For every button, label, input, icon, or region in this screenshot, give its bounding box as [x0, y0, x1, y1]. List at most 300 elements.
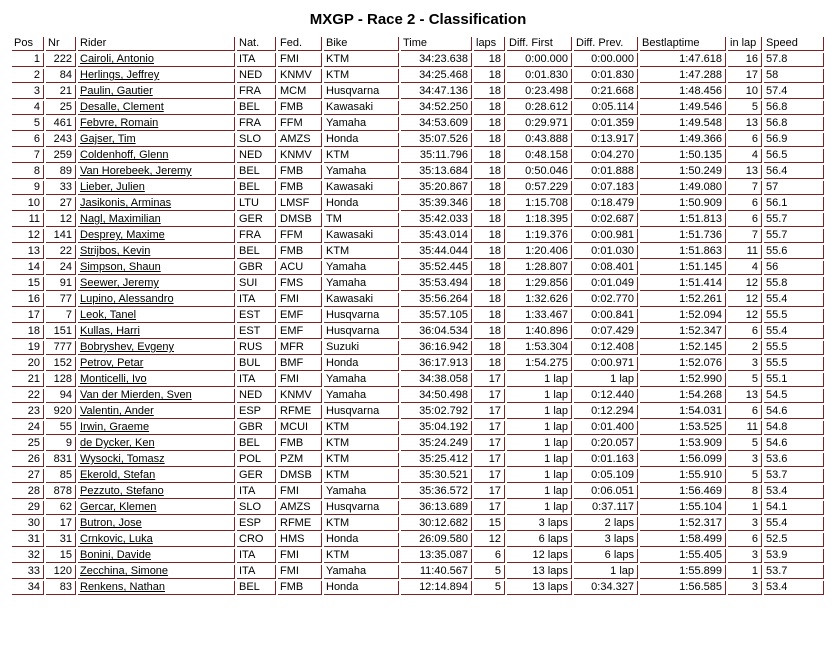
cell-diff_first: 0:43.888 — [507, 133, 572, 147]
rider-link[interactable]: de Dycker, Ken — [80, 437, 155, 449]
table-row — [12, 341, 824, 355]
rider-link[interactable]: Leok, Tanel — [80, 309, 137, 321]
cell-bike: Honda — [324, 533, 399, 547]
cell-bestlaptime: 1:55.405 — [640, 549, 726, 563]
cell-laps: 17 — [474, 373, 505, 387]
cell-bike: Kawasaki — [324, 293, 399, 307]
cell-in_lap: 13 — [728, 389, 762, 403]
cell-nat: BEL — [237, 101, 276, 115]
rider-link[interactable]: Valentin, Ander — [80, 405, 154, 417]
rider-link[interactable]: Coldenhoff, Glenn — [80, 149, 169, 161]
rider-link[interactable]: Cairoli, Antonio — [80, 53, 154, 65]
rider-link[interactable]: Gajser, Tim — [80, 133, 136, 145]
cell-nat: SLO — [237, 501, 276, 515]
cell-laps: 18 — [474, 117, 505, 131]
cell-speed: 55.7 — [764, 229, 824, 243]
cell-fed: MCUI — [278, 421, 322, 435]
cell-rider — [78, 453, 235, 467]
rider-link[interactable]: Zecchina, Simone — [80, 565, 169, 577]
cell-nr: 62 — [46, 501, 76, 515]
cell-nat: ESP — [237, 405, 276, 419]
cell-speed: 54.5 — [764, 389, 824, 403]
cell-in_lap: 6 — [728, 325, 762, 339]
cell-bike: Honda — [324, 197, 399, 211]
cell-time: 35:02.792 — [401, 405, 472, 419]
cell-nat: NED — [237, 69, 276, 83]
rider-link[interactable]: Butron, Jose — [80, 517, 142, 529]
cell-fed: EMF — [278, 309, 322, 323]
cell-bestlaptime: 1:51.863 — [640, 245, 726, 259]
cell-pos: 11 — [12, 213, 44, 227]
cell-nat: ITA — [237, 53, 276, 67]
cell-speed: 55.5 — [764, 357, 824, 371]
cell-time: 35:30.521 — [401, 469, 472, 483]
cell-nr: 91 — [46, 277, 76, 291]
cell-nr: 12 — [46, 213, 76, 227]
cell-nat: ITA — [237, 485, 276, 499]
cell-nat: FRA — [237, 229, 276, 243]
cell-pos: 24 — [12, 421, 44, 435]
cell-rider — [78, 165, 235, 179]
cell-time: 11:40.567 — [401, 565, 472, 579]
col-header-pos: Pos — [12, 37, 44, 51]
cell-bestlaptime: 1:50.249 — [640, 165, 726, 179]
cell-fed: MCM — [278, 85, 322, 99]
cell-bike: Honda — [324, 581, 399, 595]
cell-bestlaptime: 1:50.135 — [640, 149, 726, 163]
cell-pos: 32 — [12, 549, 44, 563]
cell-time: 35:20.867 — [401, 181, 472, 195]
rider-link[interactable]: Simpson, Shaun — [80, 261, 161, 273]
table-row — [12, 69, 824, 83]
rider-link[interactable]: Desalle, Clement — [80, 101, 164, 113]
table-row — [12, 101, 824, 115]
cell-rider — [78, 149, 235, 163]
cell-diff_prev: 0:21.668 — [574, 85, 638, 99]
cell-diff_first: 1 lap — [507, 405, 572, 419]
cell-rider — [78, 421, 235, 435]
cell-diff_prev: 0:08.401 — [574, 261, 638, 275]
table-row — [12, 165, 824, 179]
table-row — [12, 325, 824, 339]
cell-rider — [78, 469, 235, 483]
cell-bike: Yamaha — [324, 389, 399, 403]
cell-bike: Husqvarna — [324, 405, 399, 419]
cell-time: 35:56.264 — [401, 293, 472, 307]
cell-rider — [78, 373, 235, 387]
rider-link[interactable]: Febvre, Romain — [80, 117, 159, 129]
cell-fed: RFME — [278, 405, 322, 419]
rider-link[interactable]: Gercar, Klemen — [80, 501, 157, 513]
table-row — [12, 293, 824, 307]
cell-bike: Yamaha — [324, 117, 399, 131]
cell-nr: 77 — [46, 293, 76, 307]
cell-diff_first: 1:53.304 — [507, 341, 572, 355]
cell-rider — [78, 101, 235, 115]
rider-link[interactable]: Van Horebeek, Jeremy — [80, 165, 192, 177]
cell-nat: NED — [237, 149, 276, 163]
table-row — [12, 389, 824, 403]
rider-link[interactable]: Ekerold, Stefan — [80, 469, 156, 481]
cell-time: 35:36.572 — [401, 485, 472, 499]
cell-bike: Yamaha — [324, 373, 399, 387]
cell-nr: 259 — [46, 149, 76, 163]
cell-diff_prev: 0:37.117 — [574, 501, 638, 515]
cell-diff_first: 0:23.498 — [507, 85, 572, 99]
cell-diff_prev: 3 laps — [574, 533, 638, 547]
cell-nr: 25 — [46, 101, 76, 115]
cell-in_lap: 4 — [728, 149, 762, 163]
rider-link[interactable]: Herlings, Jeffrey — [80, 69, 160, 81]
cell-bestlaptime: 1:49.546 — [640, 101, 726, 115]
cell-diff_prev: 0:13.917 — [574, 133, 638, 147]
col-header-bestlaptime: Bestlaptime — [640, 37, 726, 51]
cell-rider — [78, 341, 235, 355]
cell-diff_first: 13 laps — [507, 581, 572, 595]
cell-diff_first: 1:15.708 — [507, 197, 572, 211]
cell-in_lap: 6 — [728, 213, 762, 227]
cell-bike: Honda — [324, 133, 399, 147]
cell-fed: FMI — [278, 53, 322, 67]
cell-pos: 2 — [12, 69, 44, 83]
cell-pos: 21 — [12, 373, 44, 387]
cell-nat: EST — [237, 309, 276, 323]
cell-speed: 55.8 — [764, 277, 824, 291]
cell-in_lap: 13 — [728, 117, 762, 131]
cell-time: 35:44.044 — [401, 245, 472, 259]
cell-fed: FMI — [278, 373, 322, 387]
cell-fed: KNMV — [278, 389, 322, 403]
cell-laps: 18 — [474, 293, 505, 307]
cell-diff_first: 1:29.856 — [507, 277, 572, 291]
cell-speed: 55.1 — [764, 373, 824, 387]
cell-laps: 6 — [474, 549, 505, 563]
cell-nat: RUS — [237, 341, 276, 355]
cell-bestlaptime: 1:47.288 — [640, 69, 726, 83]
cell-time: 34:25.468 — [401, 69, 472, 83]
cell-speed: 55.4 — [764, 325, 824, 339]
cell-in_lap: 8 — [728, 485, 762, 499]
rider-link[interactable]: Seewer, Jeremy — [80, 277, 159, 289]
cell-nr: 878 — [46, 485, 76, 499]
cell-rider — [78, 357, 235, 371]
cell-nat: ESP — [237, 517, 276, 531]
cell-bestlaptime: 1:55.899 — [640, 565, 726, 579]
cell-bestlaptime: 1:56.469 — [640, 485, 726, 499]
cell-in_lap: 3 — [728, 517, 762, 531]
cell-nr: 55 — [46, 421, 76, 435]
rider-link[interactable]: Bobryshev, Evgeny — [80, 341, 174, 353]
cell-rider — [78, 85, 235, 99]
cell-laps: 18 — [474, 325, 505, 339]
cell-pos: 22 — [12, 389, 44, 403]
cell-diff_first: 6 laps — [507, 533, 572, 547]
cell-diff_first: 1:54.275 — [507, 357, 572, 371]
table-body — [12, 53, 824, 595]
cell-fed: FMI — [278, 293, 322, 307]
cell-bike: Yamaha — [324, 485, 399, 499]
cell-speed: 53.7 — [764, 469, 824, 483]
cell-rider — [78, 229, 235, 243]
cell-diff_first: 1 lap — [507, 373, 572, 387]
rider-link[interactable]: Nagl, Maximilian — [80, 213, 161, 225]
col-header-time: Time — [401, 37, 472, 51]
cell-bike: Husqvarna — [324, 501, 399, 515]
cell-nr: 222 — [46, 53, 76, 67]
cell-nr: 21 — [46, 85, 76, 99]
rider-link[interactable]: Bonini, Davide — [80, 549, 151, 561]
cell-bestlaptime: 1:51.736 — [640, 229, 726, 243]
cell-diff_first: 1:40.896 — [507, 325, 572, 339]
cell-laps: 15 — [474, 517, 505, 531]
cell-in_lap: 7 — [728, 229, 762, 243]
cell-rider — [78, 581, 235, 595]
rider-link[interactable]: Van der Mierden, Sven — [80, 389, 192, 401]
cell-diff_prev: 0:18.479 — [574, 197, 638, 211]
rider-link[interactable]: Irwin, Graeme — [80, 421, 150, 433]
cell-time: 34:52.250 — [401, 101, 472, 115]
cell-diff_prev: 6 laps — [574, 549, 638, 563]
rider-link[interactable]: Strijbos, Kevin — [80, 245, 151, 257]
cell-speed: 53.9 — [764, 549, 824, 563]
cell-bike: TM — [324, 213, 399, 227]
cell-in_lap: 6 — [728, 533, 762, 547]
cell-bestlaptime: 1:48.456 — [640, 85, 726, 99]
cell-laps: 17 — [474, 485, 505, 499]
cell-time: 35:52.445 — [401, 261, 472, 275]
cell-diff_prev: 0:00.971 — [574, 357, 638, 371]
cell-pos: 23 — [12, 405, 44, 419]
rider-link[interactable]: Monticelli, Ivo — [80, 373, 147, 385]
cell-nr: 89 — [46, 165, 76, 179]
cell-time: 35:13.684 — [401, 165, 472, 179]
cell-diff_first: 0:28.612 — [507, 101, 572, 115]
cell-fed: KNMV — [278, 149, 322, 163]
cell-time: 34:50.498 — [401, 389, 472, 403]
cell-pos: 17 — [12, 309, 44, 323]
cell-bike: KTM — [324, 469, 399, 483]
cell-nat: GER — [237, 213, 276, 227]
cell-rider — [78, 309, 235, 323]
cell-pos: 9 — [12, 181, 44, 195]
cell-diff_prev: 0:00.981 — [574, 229, 638, 243]
cell-nat: SLO — [237, 133, 276, 147]
cell-bestlaptime: 1:51.813 — [640, 213, 726, 227]
cell-pos: 26 — [12, 453, 44, 467]
rider-link[interactable]: Pezzuto, Stefano — [80, 485, 164, 497]
cell-pos: 33 — [12, 565, 44, 579]
cell-nr: 94 — [46, 389, 76, 403]
cell-diff_prev: 0:05.114 — [574, 101, 638, 115]
cell-pos: 25 — [12, 437, 44, 451]
cell-in_lap: 4 — [728, 261, 762, 275]
cell-diff_first: 0:50.046 — [507, 165, 572, 179]
table-row — [12, 405, 824, 419]
cell-speed: 56.5 — [764, 149, 824, 163]
table-row — [12, 149, 824, 163]
cell-speed: 56.9 — [764, 133, 824, 147]
cell-rider — [78, 517, 235, 531]
cell-pos: 15 — [12, 277, 44, 291]
classification-table — [10, 35, 826, 597]
cell-diff_first: 1 lap — [507, 469, 572, 483]
cell-nr: 15 — [46, 549, 76, 563]
cell-diff_first: 1:28.807 — [507, 261, 572, 275]
cell-diff_prev: 1 lap — [574, 373, 638, 387]
cell-pos: 14 — [12, 261, 44, 275]
cell-diff_first: 0:01.830 — [507, 69, 572, 83]
cell-diff_prev: 0:05.109 — [574, 469, 638, 483]
cell-nat: GBR — [237, 261, 276, 275]
cell-in_lap: 6 — [728, 197, 762, 211]
cell-fed: FMB — [278, 181, 322, 195]
cell-laps: 18 — [474, 101, 505, 115]
cell-pos: 30 — [12, 517, 44, 531]
cell-time: 26:09.580 — [401, 533, 472, 547]
cell-diff_prev: 0:01.049 — [574, 277, 638, 291]
cell-nr: 24 — [46, 261, 76, 275]
cell-fed: PZM — [278, 453, 322, 467]
table-row — [12, 373, 824, 387]
cell-nat: BEL — [237, 165, 276, 179]
cell-time: 13:35.087 — [401, 549, 472, 563]
cell-rider — [78, 213, 235, 227]
rider-link[interactable]: Wysocki, Tomasz — [80, 453, 165, 465]
cell-fed: BMF — [278, 357, 322, 371]
cell-pos: 20 — [12, 357, 44, 371]
rider-link[interactable]: Paulin, Gautier — [80, 85, 153, 97]
cell-diff_prev: 2 laps — [574, 517, 638, 531]
rider-link[interactable]: Kullas, Harri — [80, 325, 140, 337]
cell-rider — [78, 261, 235, 275]
cell-in_lap: 6 — [728, 133, 762, 147]
table-row — [12, 85, 824, 99]
cell-in_lap: 7 — [728, 181, 762, 195]
table-row — [12, 501, 824, 515]
rider-link[interactable]: Renkens, Nathan — [80, 581, 165, 593]
cell-laps: 18 — [474, 165, 505, 179]
cell-speed: 53.4 — [764, 581, 824, 595]
table-row — [12, 421, 824, 435]
cell-fed: FMI — [278, 549, 322, 563]
cell-diff_prev: 0:34.327 — [574, 581, 638, 595]
cell-speed: 54.6 — [764, 437, 824, 451]
cell-nr: 461 — [46, 117, 76, 131]
cell-diff_prev: 0:20.057 — [574, 437, 638, 451]
table-row — [12, 517, 824, 531]
cell-fed: LMSF — [278, 197, 322, 211]
cell-diff_prev: 1 lap — [574, 565, 638, 579]
cell-speed: 57 — [764, 181, 824, 195]
cell-nr: 920 — [46, 405, 76, 419]
rider-link[interactable]: Petrov, Petar — [80, 357, 144, 369]
col-header-nat: Nat. — [237, 37, 276, 51]
cell-pos: 34 — [12, 581, 44, 595]
cell-bestlaptime: 1:51.145 — [640, 261, 726, 275]
table-row — [12, 117, 824, 131]
cell-speed: 53.4 — [764, 485, 824, 499]
cell-in_lap: 3 — [728, 581, 762, 595]
cell-in_lap: 11 — [728, 245, 762, 259]
rider-link[interactable]: Desprey, Maxime — [80, 229, 165, 241]
cell-fed: FMI — [278, 565, 322, 579]
cell-laps: 18 — [474, 261, 505, 275]
cell-fed: FFM — [278, 229, 322, 243]
cell-bestlaptime: 1:47.618 — [640, 53, 726, 67]
cell-in_lap: 1 — [728, 501, 762, 515]
rider-link[interactable]: Lupino, Alessandro — [80, 293, 174, 305]
cell-fed: FMS — [278, 277, 322, 291]
cell-speed: 54.8 — [764, 421, 824, 435]
cell-diff_prev: 0:01.830 — [574, 69, 638, 83]
cell-diff_first: 0:48.158 — [507, 149, 572, 163]
page-title: MXGP - Race 2 - Classification — [309, 11, 527, 28]
col-header-diff_first: Diff. First — [507, 37, 572, 51]
cell-bestlaptime: 1:52.347 — [640, 325, 726, 339]
cell-diff_first: 0:00.000 — [507, 53, 572, 67]
cell-bestlaptime: 1:53.525 — [640, 421, 726, 435]
cell-speed: 53.6 — [764, 453, 824, 467]
cell-in_lap: 16 — [728, 53, 762, 67]
table-row — [12, 229, 824, 243]
rider-link[interactable]: Lieber, Julien — [80, 181, 145, 193]
cell-bike: KTM — [324, 549, 399, 563]
table-row — [12, 245, 824, 259]
cell-laps: 18 — [474, 213, 505, 227]
cell-pos: 8 — [12, 165, 44, 179]
cell-pos: 18 — [12, 325, 44, 339]
cell-diff_prev: 0:07.183 — [574, 181, 638, 195]
cell-nr: 7 — [46, 309, 76, 323]
cell-laps: 18 — [474, 229, 505, 243]
cell-diff_first: 1:33.467 — [507, 309, 572, 323]
cell-diff_prev: 0:06.051 — [574, 485, 638, 499]
cell-speed: 55.4 — [764, 293, 824, 307]
cell-diff_first: 12 laps — [507, 549, 572, 563]
cell-nat: FRA — [237, 117, 276, 131]
table-row — [12, 565, 824, 579]
cell-bike: Husqvarna — [324, 85, 399, 99]
cell-bestlaptime: 1:54.268 — [640, 389, 726, 403]
table-row — [12, 453, 824, 467]
rider-link[interactable]: Crnkovic, Luka — [80, 533, 153, 545]
cell-time: 34:38.058 — [401, 373, 472, 387]
cell-fed: ACU — [278, 261, 322, 275]
rider-link[interactable]: Jasikonis, Arminas — [80, 197, 172, 209]
table-row — [12, 549, 824, 563]
cell-pos: 12 — [12, 229, 44, 243]
cell-speed: 53.7 — [764, 565, 824, 579]
cell-rider — [78, 277, 235, 291]
cell-speed: 54.1 — [764, 501, 824, 515]
cell-nat: SUI — [237, 277, 276, 291]
cell-nat: ITA — [237, 373, 276, 387]
cell-bike: Suzuki — [324, 341, 399, 355]
cell-bestlaptime: 1:56.585 — [640, 581, 726, 595]
cell-laps: 17 — [474, 469, 505, 483]
cell-nat: ITA — [237, 293, 276, 307]
cell-nr: 9 — [46, 437, 76, 451]
cell-rider — [78, 117, 235, 131]
cell-nr: 85 — [46, 469, 76, 483]
cell-diff_prev: 0:04.270 — [574, 149, 638, 163]
cell-rider — [78, 549, 235, 563]
cell-in_lap: 2 — [728, 341, 762, 355]
cell-bestlaptime: 1:53.909 — [640, 437, 726, 451]
cell-pos: 7 — [12, 149, 44, 163]
cell-nr: 83 — [46, 581, 76, 595]
cell-bike: Kawasaki — [324, 101, 399, 115]
